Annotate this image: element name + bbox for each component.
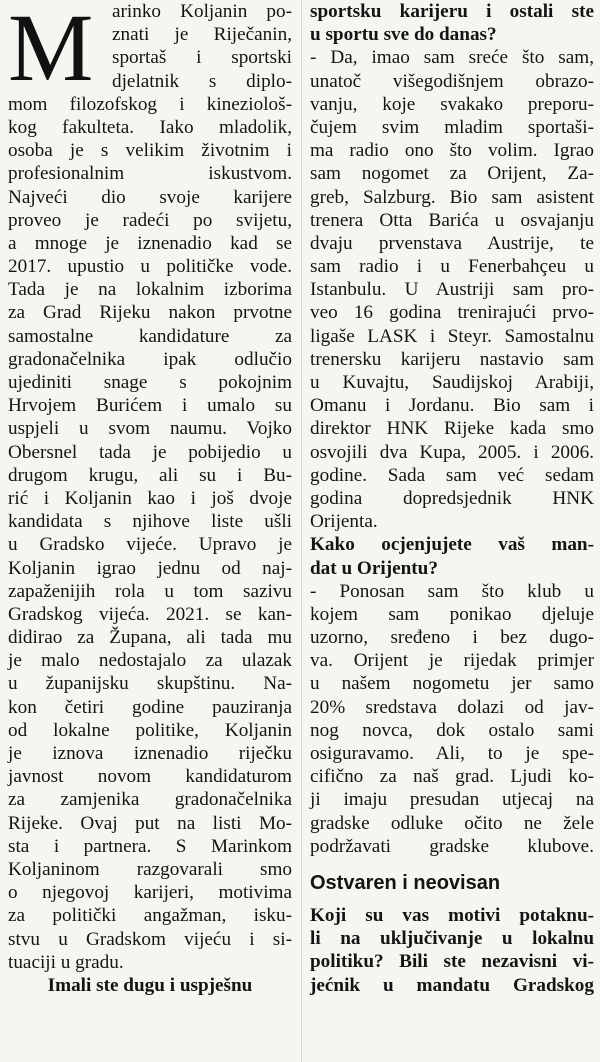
answer-line: gradske odluke očito ne žele <box>310 812 594 834</box>
answer-line: sam nogomet za Orijent, Za- <box>310 163 594 185</box>
answer-line: direktor HNK Rijeke kada smo <box>310 418 594 440</box>
intro-line: profesionalnim iskustvom. <box>8 163 292 185</box>
answer-line: cifično za naš grad. Ljudi ko- <box>310 766 594 788</box>
intro-line: uspjeli u svom naumu. Vojko <box>8 418 292 440</box>
answer-line: va. Orijent je rijedak primjer <box>310 650 594 672</box>
answer-line: Omanu i Jordanu. Bio sam i <box>310 395 594 417</box>
answer-line: Orijenta. <box>310 511 378 533</box>
intro-line: Tada je na lokalnim izborima <box>8 279 292 301</box>
answer-line: dvaju prvenstava Austrije, te <box>310 232 594 254</box>
question-line: dat u Orijentu? <box>310 557 438 579</box>
intro-line: gradonačelnika ipak odlučio <box>8 348 292 370</box>
intro-line: kandidata s njihove liste ušli <box>8 511 292 533</box>
answer-line: greb, Salzburg. Bio sam asistent <box>310 186 594 208</box>
answer-line: čujem svim mladim sportaši- <box>310 116 594 138</box>
intro-line: od lokalne politike, Koljanin <box>8 719 292 741</box>
question-line: Imali ste dugu i uspješnu <box>47 974 253 996</box>
drop-cap: M <box>8 0 94 101</box>
answer-line: veo 16 godina trenirajući prvo- <box>310 302 594 324</box>
intro-line: Hrvojem Burićem i umalo su <box>8 395 292 417</box>
intro-line: didirao za Župana, ali tada mu <box>8 627 292 649</box>
intro-line: je malo nedostajalo za ulazak <box>8 650 292 672</box>
intro-line: Koljaninom razgovarali smo <box>8 858 292 880</box>
answer-line: podržavati gradske klubove. <box>310 835 594 857</box>
answer-line: ma radio ono što volim. Igrao <box>310 140 594 162</box>
answer-line: kojem sam ponikao djeluje <box>310 603 594 625</box>
intro-line: kon četiri godine pauziranja <box>8 696 292 718</box>
answer-line: osiguravamo. Ali, to je spe- <box>310 743 594 764</box>
intro-line: samostalne kandidature za <box>8 325 292 347</box>
answer-line: nog novca, dok ostalo sami <box>310 719 594 741</box>
intro-line: za Grad Rijeku nakon prvotne <box>8 302 292 324</box>
intro-line: mom filozofskog i kineziološ- <box>8 93 292 115</box>
intro-line: za zamjenika gradonačelnika <box>8 789 292 811</box>
spacer <box>310 858 594 870</box>
answer-line: unatoč višegodišnjem obrazo- <box>310 70 594 92</box>
answer-line: trenersku karijeru nastavio sam <box>310 348 594 370</box>
intro-line: drugom krugu, ali su i Bu- <box>8 464 292 486</box>
answer-line: Istanbulu. U Austriji sam pro- <box>310 279 594 301</box>
answer-line: u Kuvajtu, Saudijskoj Arabiji, <box>310 372 594 393</box>
answer-line: godine. Sada sam već sedam <box>310 464 594 486</box>
intro-line: za politički angažman, isku- <box>8 905 292 927</box>
section-subheading: Ostvaren i neovisan <box>310 871 501 894</box>
right-column <box>310 0 594 997</box>
answer-line: uzorno, sređeno i bez dugo- <box>310 627 594 649</box>
intro-line: djelatnik s diplo- <box>112 70 292 92</box>
intro-line: osoba je s velikim životnim i <box>8 140 292 162</box>
answer-line: vanju, koje svakako preporu- <box>310 93 594 115</box>
intro-line: kog fakulteta. Iako mladolik, <box>8 116 292 138</box>
left-column <box>8 0 292 997</box>
answer-line: ji imaju presudan utjecaj na <box>310 789 594 811</box>
spacer <box>310 896 594 904</box>
answer-line: - Ponosan sam što klub u <box>310 580 594 602</box>
column-divider <box>301 0 302 1062</box>
intro-line: a mnoge je iznenadio kad se <box>8 232 292 254</box>
intro-line: javnost novom kandidaturom <box>8 766 292 788</box>
answer-line: trenera Otta Barića u osvajanju <box>310 209 594 231</box>
answer-line: ligaše LASK i Steyr. Samostalnu <box>310 325 594 347</box>
question-line: u sportu sve do danas? <box>310 24 497 46</box>
intro-line: proveo je radeći po svijetu, <box>8 209 292 231</box>
intro-line: Gradskog vijeća. 2021. se kan- <box>8 603 292 625</box>
intro-line: Rijeke. Ovaj put na listi Mo- <box>8 812 292 834</box>
intro-line: Najveći dio svoje karijere <box>8 186 292 208</box>
intro-line: tuaciji u gradu. <box>8 951 124 973</box>
question-line: politiku? Bili ste nezavisni vi- <box>310 951 594 973</box>
intro-line: Koljanin igrao jednu od naj- <box>8 557 292 579</box>
intro-line: ujediniti snage s pokojnim <box>8 372 292 393</box>
intro-line: rić i Koljanin kao i još dvoje <box>8 487 292 509</box>
intro-line: sportaš i sportski <box>112 47 292 69</box>
question-line: Kako ocjenjujete vaš man- <box>310 534 594 556</box>
question-line: Koji su vas motivi potaknu- <box>310 904 594 926</box>
answer-line: - Da, imao sam sreće što sam, <box>310 47 594 69</box>
question-line: jećnik u mandatu Gradskog <box>310 974 594 996</box>
intro-line: u županijsku skupštinu. Na- <box>8 673 292 695</box>
intro-line: sta i partnera. S Marinkom <box>8 835 292 857</box>
intro-line: znati je Riječanin, <box>112 24 292 46</box>
intro-line: je iznova iznenadio riječku <box>8 743 292 764</box>
intro-line: arinko Koljanin po- <box>112 1 292 22</box>
intro-line: zapaženijih rola u tom sazivu <box>8 580 292 602</box>
intro-line: stvu u Gradskom vijeću i si- <box>8 928 292 950</box>
question-line: sportsku karijeru i ostali ste <box>310 1 594 22</box>
intro-line: 2017. upustio u političke vode. <box>8 256 292 278</box>
intro-line: u Gradsko vijeće. Upravo je <box>8 534 292 556</box>
answer-line: sam radio i u Fenerbahçeu u <box>310 256 594 278</box>
answer-line: u našem nogometu jer samo <box>310 673 594 695</box>
intro-line: o njegovoj karijeri, motivima <box>8 882 292 904</box>
answer-line: 20% sredstava dolazi od jav- <box>310 696 594 718</box>
answer-line: godina dopredsjednik HNK <box>310 487 594 509</box>
question-line: li na uključivanje u lokalnu <box>310 928 594 950</box>
answer-line: osvojili dva Kupa, 2005. i 2006. <box>310 441 594 463</box>
intro-line: Obersnel tada je pobijedio u <box>8 441 292 463</box>
